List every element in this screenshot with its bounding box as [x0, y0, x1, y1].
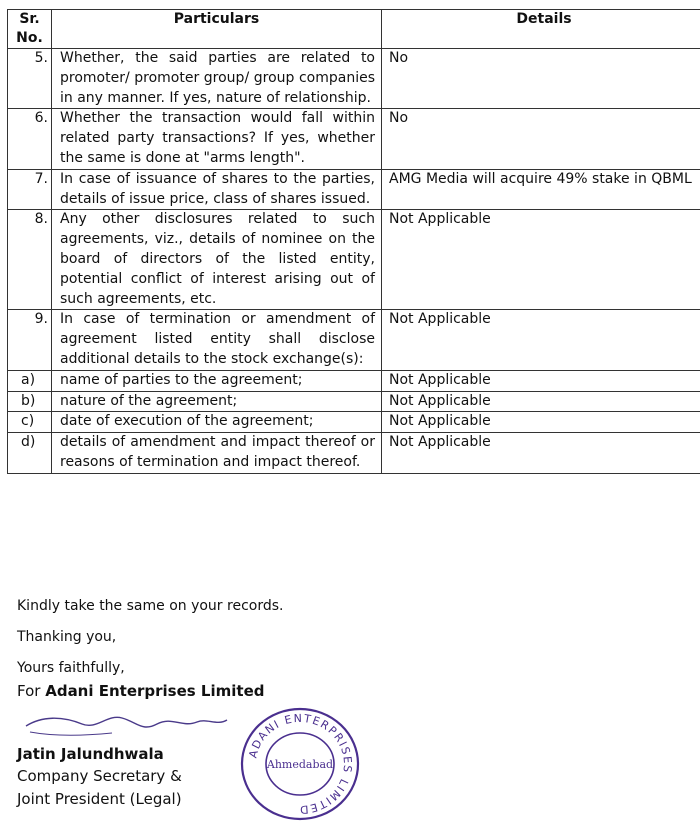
table-row [8, 433, 700, 474]
header-particulars: Particulars [52, 10, 382, 49]
row-details: AMG Media will acquire 49% stake in QBML [382, 169, 700, 210]
row-particulars: details of amendment and impact thereof or reasons of termination and impact thereof. [52, 433, 382, 474]
signatory-name: Jatin Jalundhwala [17, 745, 164, 763]
row-sr: c) [8, 412, 52, 433]
row-particulars: In case of termination or amendment of agreement listed entity shall disclose additional details to the stock exchange(s): [52, 310, 382, 370]
for-company-line: For Adani Enterprises Limited [17, 682, 265, 700]
yours-faithfully: Yours faithfully, [17, 660, 125, 676]
table-row [8, 49, 700, 109]
row-particulars: date of execution of the agreement; [52, 412, 382, 433]
row-sr: a) [8, 370, 52, 391]
table-row [8, 412, 700, 433]
row-particulars: In case of issuance of shares to the parties, details of issue price, class of shares issued. [52, 169, 382, 210]
row-sr: 7. [8, 169, 52, 210]
row-particulars: Any other disclosures related to such agreements, viz., details of nominee on the board of directors of the listed entity, potential conflict of interest arising out of such agreements, etc. [52, 210, 382, 310]
disclosure-table [7, 9, 700, 474]
row-details: Not Applicable [382, 210, 700, 310]
designation-line-1: Company Secretary & [17, 767, 182, 785]
row-particulars: Whether the transaction would fall within related party transactions? If yes, whether the same is done at "arms length". [52, 109, 382, 169]
row-sr: b) [8, 391, 52, 412]
thanking-line: Thanking you, [17, 629, 117, 645]
table-row [8, 370, 700, 391]
table-row [8, 210, 700, 310]
company-seal-stamp [238, 706, 362, 822]
table-header-row [8, 10, 700, 49]
table-row [8, 169, 700, 210]
designation-line-2: Joint President (Legal) [17, 790, 182, 808]
row-details: No [382, 49, 700, 109]
row-details: Not Applicable [382, 433, 700, 474]
row-particulars: name of parties to the agreement; [52, 370, 382, 391]
table-row [8, 310, 700, 370]
table-row [8, 109, 700, 169]
row-sr: 8. [8, 210, 52, 310]
row-sr: 5. [8, 49, 52, 109]
header-sr-no: Sr. No. [8, 10, 52, 49]
row-particulars: Whether, the said parties are related to promoter/ promoter group/ group companies in any manner. If yes, nature of relationship. [52, 49, 382, 109]
signature [22, 706, 232, 742]
row-sr: d) [8, 433, 52, 474]
row-details: Not Applicable [382, 412, 700, 433]
header-details: Details [382, 10, 700, 49]
svg-text:Ahmedabad: Ahmedabad [266, 758, 334, 771]
svg-text:ADANI ENTERPRISES LIMITED: ADANI ENTERPRISES LIMITED [246, 711, 355, 817]
row-sr: 9. [8, 310, 52, 370]
row-details: No [382, 109, 700, 169]
company-name: Adani Enterprises Limited [45, 682, 265, 700]
row-details: Not Applicable [382, 310, 700, 370]
row-particulars: nature of the agreement; [52, 391, 382, 412]
row-details: Not Applicable [382, 391, 700, 412]
table-row [8, 391, 700, 412]
row-details: Not Applicable [382, 370, 700, 391]
row-sr: 6. [8, 109, 52, 169]
closing-line: Kindly take the same on your records. [17, 598, 284, 614]
